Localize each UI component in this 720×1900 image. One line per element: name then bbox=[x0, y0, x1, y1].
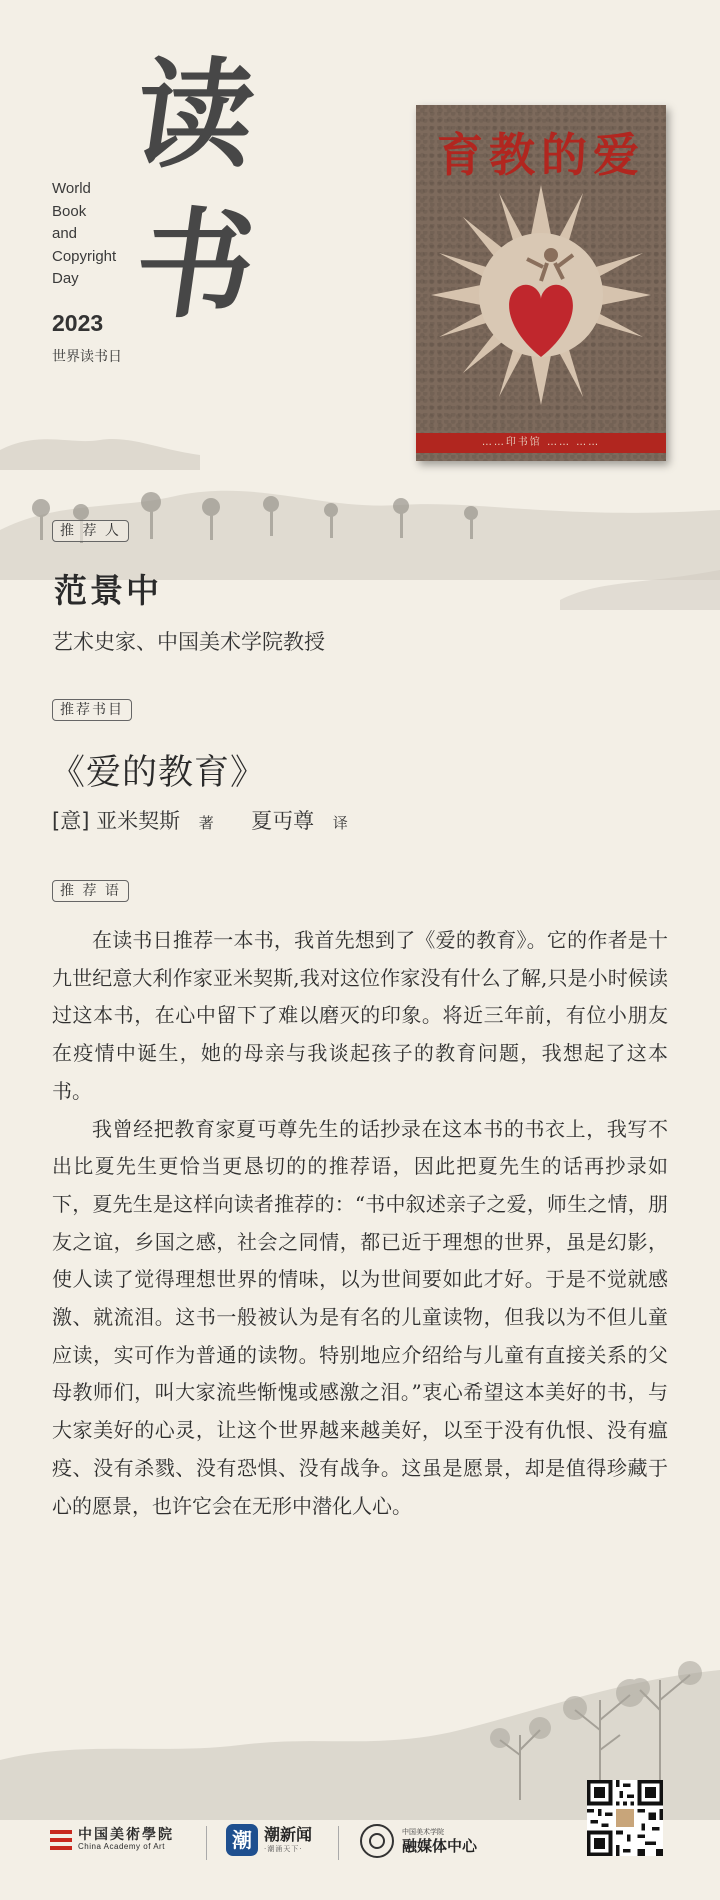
footer-divider bbox=[206, 1826, 207, 1860]
english-line: World bbox=[52, 180, 91, 197]
cover-title: 育教的爱 bbox=[437, 128, 645, 182]
caa-emblem-icon bbox=[50, 1829, 72, 1851]
qr-code[interactable] bbox=[587, 1780, 663, 1856]
recommendation-text bbox=[52, 922, 668, 1525]
calligraphy-char: 读 bbox=[126, 45, 260, 184]
media-center-org: 中国美术学院 bbox=[402, 1827, 444, 1836]
translator-name: 夏丏尊 bbox=[251, 809, 315, 833]
chao-news-name: 潮新闻 bbox=[264, 1825, 313, 1844]
translator-role: 译 bbox=[332, 814, 348, 832]
media-center-name: 融媒体中心 bbox=[402, 1836, 478, 1855]
calligraphy-title bbox=[128, 40, 258, 400]
english-line: Copyright bbox=[52, 247, 117, 265]
media-center-icon bbox=[360, 1824, 394, 1858]
sunburst-heart-illustration bbox=[431, 185, 651, 405]
author-line bbox=[52, 805, 348, 835]
english-line: Day bbox=[52, 270, 79, 287]
world-book-day-cn: 世界读书日 bbox=[52, 349, 122, 365]
chao-news-logo bbox=[226, 1824, 312, 1856]
english-line: Book bbox=[52, 202, 87, 220]
recommender-tag: 推 荐 人 bbox=[52, 520, 129, 542]
author-nationality: [意] bbox=[52, 809, 90, 833]
caa-name-cn: 中国美術學院 bbox=[78, 1827, 174, 1843]
recommender-name: 范景中 bbox=[54, 571, 162, 610]
calligraphy-char: 书 bbox=[126, 195, 260, 334]
china-academy-of-art-logo bbox=[50, 1828, 174, 1852]
chao-news-slogan: ·潮涌天下· bbox=[264, 1845, 303, 1853]
book-title: 《爱的教育》 bbox=[50, 753, 267, 793]
caa-name-en: China Academy of Art bbox=[78, 1842, 165, 1851]
paragraph: 在读书日推荐一本书，我首先想到了《爱的教育》。它的作者是十九世纪意大利作家亚米契斯,我对这位作家没有什么了解,只是小时候读过这本书，在心中留下了难以磨灭的印象。将近三年前，有位小朋友在疫情中诞生，她的母亲与我谈起孩子的教育问题，我想起了这本书。 bbox=[52, 928, 668, 1103]
year: 2023 bbox=[52, 310, 104, 336]
author-name: 亚米契斯 bbox=[96, 809, 181, 833]
author-role: 著 bbox=[198, 814, 214, 832]
recommendation-tag: 推 荐 语 bbox=[52, 880, 129, 902]
book-tag: 推荐书目 bbox=[52, 699, 132, 721]
paragraph: 我曾经把教育家夏丏尊先生的话抄录在这本书的书衣上，我写不出比夏先生更恰当更恳切的的推荐语，因此把夏先生的话再抄录如下，夏先生是这样向读者推荐的：“书中叙述亲子之爱，师生之情，朋友之谊，乡国之感，社会之同情，都已近于理想的世界，虽是幻影，使人读了觉得理想世界的情味，以为世间要如此才好。于是不觉就感激、就流泪。这书一般被认为是有名的儿童读物，但我以为不但儿童应读，实可作为普通的读物。特别地应介绍给与儿童有直接关系的父母教师们，叫大家流些惭愧或感激之泪。”衷心希望这本美好的书，与大家美好的心灵，让这个世界越来越美好，以至于没有仇恨、没有瘟疫、没有杀戮、没有恐惧、没有战争。这虽是愿景，却是值得珍藏于心的愿景，也许它会在无形中潜化人心。 bbox=[52, 1116, 668, 1518]
footer-divider bbox=[338, 1826, 339, 1860]
media-center-logo bbox=[360, 1824, 477, 1858]
chao-news-icon: 潮 bbox=[226, 1824, 258, 1856]
recommender-title: 艺术史家、中国美术学院教授 bbox=[52, 630, 325, 654]
english-line: and bbox=[52, 225, 78, 242]
cover-band: ……印书馆 …… …… bbox=[416, 433, 666, 453]
book-cover-image bbox=[416, 105, 666, 461]
